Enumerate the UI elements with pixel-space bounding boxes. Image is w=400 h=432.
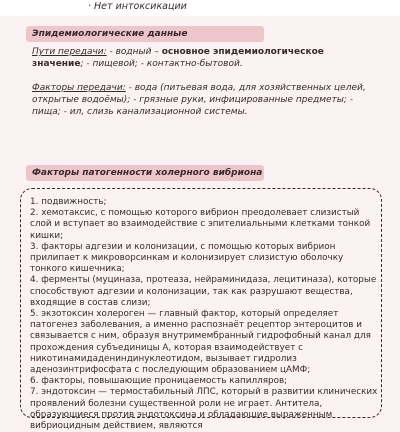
list-item: 6. факторы, повышающие проницаемость капилляров;: [30, 376, 288, 387]
top-line-text: · Нет интоксикации: [88, 1, 187, 12]
transmission-routes-paragraph: [32, 46, 372, 70]
list-item: 5. экзотоксин холероген — главный фактор, который определяет патогенез заболевания, а именно распознаёт рецептор энтероцитов и связывается с ним, образуя внутримембранный гидрофобный канал для прохождения субъединицы А, которая взаимодействует с никотинамидадениндинуклеотидом, вызывает гидролиз аденозинтрифосфата с последующим образованием цАМФ;: [30, 309, 371, 376]
section-header-epidemiology: Эпидемиологические данные: [26, 26, 264, 42]
factors-text: - вода (питьевая вода, для хозяйственных целей, открытые водоёмы); - грязные руки, инфицированные предметы; - пища; - ил, слизь канализационной системы.: [32, 83, 366, 117]
list-item: 4. ферменты (муциназа, протеаза, нейраминидаза, лецитиназа), которые способствуют адгезии и колонизации, так как разрушают вещества, входящие в состав слизи;: [30, 275, 377, 308]
routes-text-b: ; - пищевой; - контактно-бытовой.: [80, 59, 243, 69]
list-item: 3. факторы адгезии и колонизации, с помощью которых вибрион прилипает к микроворсинкам и колонизирует слизистую оболочку тонкого кишечника;: [30, 241, 344, 275]
factors-label: Факторы передачи:: [32, 83, 126, 93]
section-header-pathogenicity: Факторы патогенности холерного вибриона: [26, 165, 264, 181]
routes-text-a: - водный –: [106, 47, 162, 57]
routes-label: Пути передачи:: [32, 47, 107, 57]
pathogenicity-list: [30, 197, 380, 432]
list-item: 7. эндотоксин — термостабильный ЛПС, который в развитии клинических проявлений болезни существенной роли не играет. Антитела, образующиеся против эндотоксина и обладающие выраженным вибриоцидным действием, являются: [30, 387, 378, 432]
routes-text-bold: основное эпидемиологическое значение: [32, 47, 324, 69]
list-item: 2. хемотаксис, с помощью которого вибрион преодолевает слизистый слой и вступает во взаимодействие с эпителиальными клетками тонкой кишки;: [30, 208, 371, 241]
transmission-factors-paragraph: [32, 82, 372, 118]
list-item: 1. подвижность;: [30, 197, 107, 207]
top-strip: [0, 0, 400, 16]
